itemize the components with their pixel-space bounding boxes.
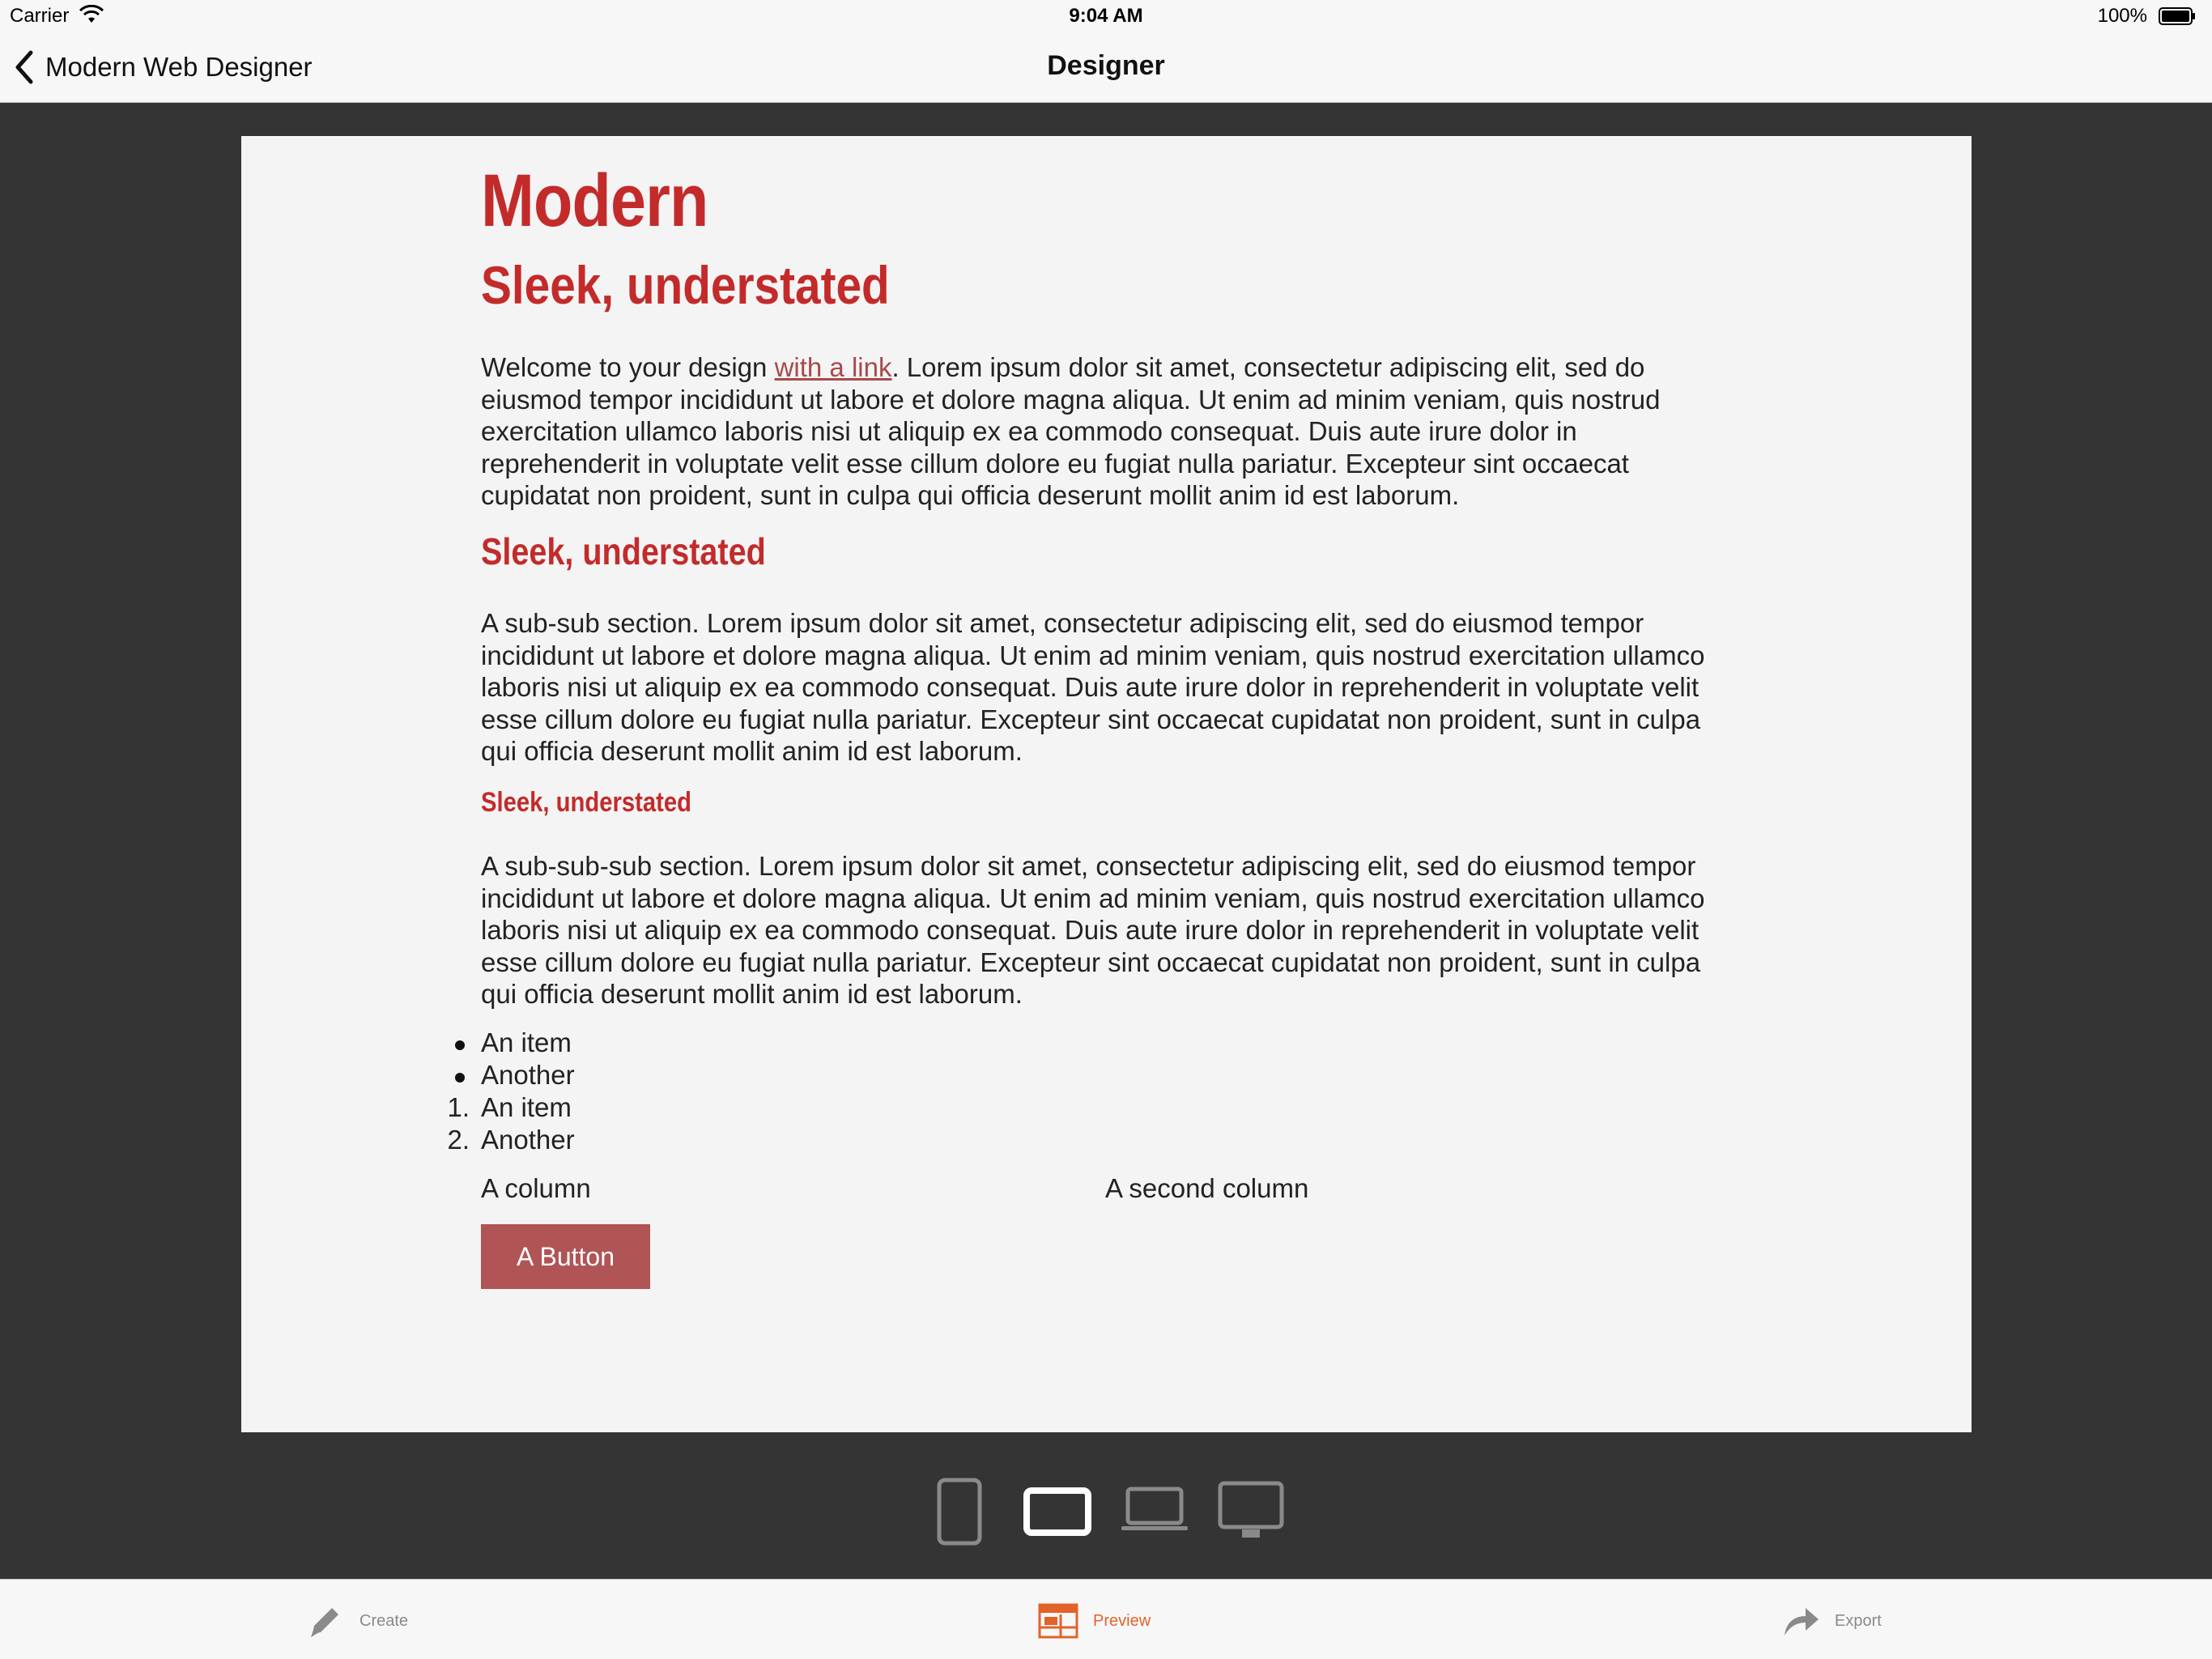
device-switcher (0, 1478, 2212, 1559)
ordered-list-item (447, 1092, 572, 1123)
paragraph-intro-text-rest: . Lorem ipsum dolor sit amet, consectetur adipiscing elit, sed do eiusmod tempor incididunt ut labore et dolore magna aliqua. Ut enim ad minim veniam, quis nostrud exercitation ullamco laboris nisi ut aliquip ex ea commodo consequat. Duis aute irure dolor in reprehenderit in voluptate velit esse cillum dolore eu fugiat nulla pariatur. Excepteur sint occaecat cupidatat non proident, sunt in culpa qui officia deserunt mollit anim id est laborum. (481, 352, 1661, 511)
preview-layout-icon (1038, 1603, 1078, 1639)
tab-preview-label: Preview (1093, 1611, 1151, 1630)
ordered-list-item (447, 1125, 575, 1155)
preview-canvas (0, 103, 2212, 1578)
tablet-icon[interactable] (1023, 1487, 1091, 1536)
phone-icon[interactable] (937, 1478, 982, 1546)
ordered-marker: 2. (447, 1125, 470, 1155)
bullet-item-text: An item (481, 1027, 572, 1057)
desktop-icon[interactable] (1218, 1481, 1284, 1539)
pencil-icon (306, 1602, 345, 1640)
tab-export-label: Export (1835, 1611, 1882, 1630)
status-bar (0, 0, 2212, 32)
inline-link[interactable]: with a link (774, 352, 892, 382)
battery-icon (2159, 7, 2196, 25)
ordered-marker: 1. (447, 1092, 470, 1122)
tab-create-label: Create (359, 1611, 409, 1630)
battery-percentage: 100% (2097, 5, 2147, 27)
sample-button[interactable]: A Button (481, 1224, 650, 1289)
ordered-item-text: An item (481, 1092, 572, 1122)
carrier-label: Carrier (10, 5, 70, 27)
navigation-bar (0, 32, 2212, 103)
heading-4: Sleek, understated (481, 787, 692, 818)
paragraph-intro-text: Welcome to your design (481, 352, 775, 382)
preview-page (241, 136, 1972, 1432)
heading-3: Sleek, understated (481, 530, 766, 572)
paragraph-sub-sub-sub: A sub-sub-sub section. Lorem ipsum dolor sit amet, consectetur adipiscing elit, sed do eiusmod tempor incididunt ut labore et dolore magna aliqua. Ut enim ad minim veniam, quis nostrud exercitation ullamco laboris nisi ut aliquip ex ea commodo consequat. Duis aute irure dolor in reprehenderit in voluptate velit esse cillum dolore eu fugiat nulla pariatur. Excepteur sint occaecat cupidatat non proident, sunt in culpa qui officia deserunt mollit anim id est laborum. (481, 851, 1705, 1010)
chevron-left-icon (13, 49, 34, 85)
column-2-text: A second column (1105, 1173, 1309, 1203)
paragraph-intro (481, 351, 1712, 512)
bullet-list-item (481, 1060, 575, 1091)
share-arrow-icon (1781, 1605, 1820, 1637)
heading-1: Modern (481, 160, 708, 242)
ordered-item-text: Another (481, 1125, 575, 1155)
back-button-label: Modern Web Designer (45, 52, 313, 82)
tab-export[interactable] (1781, 1601, 1882, 1641)
bullet-item-text: Another (481, 1060, 575, 1090)
column-1-text: A column (481, 1173, 591, 1203)
paragraph-sub-sub: A sub-sub section. Lorem ipsum dolor sit amet, consectetur adipiscing elit, sed do eiusmod tempor incididunt ut labore et dolore magna aliqua. Ut enim ad minim veniam, quis nostrud exercitation ullamco laboris nisi ut aliquip ex ea commodo consequat. Duis aute irure dolor in reprehenderit in voluptate velit esse cillum dolore eu fugiat nulla pariatur. Excepteur sint occaecat cupidatat non proident, sunt in culpa qui officia deserunt mollit anim id est laborum. (481, 608, 1705, 767)
tab-create[interactable] (306, 1601, 408, 1641)
page-title: Designer (1047, 50, 1165, 81)
tab-bar (0, 1579, 2212, 1659)
tab-preview[interactable] (1038, 1601, 1151, 1641)
back-button[interactable] (13, 49, 313, 86)
laptop-icon[interactable] (1121, 1486, 1188, 1534)
status-time: 9:04 AM (1069, 5, 1143, 27)
heading-2: Sleek, understated (481, 255, 890, 315)
bullet-list-item (481, 1027, 572, 1058)
